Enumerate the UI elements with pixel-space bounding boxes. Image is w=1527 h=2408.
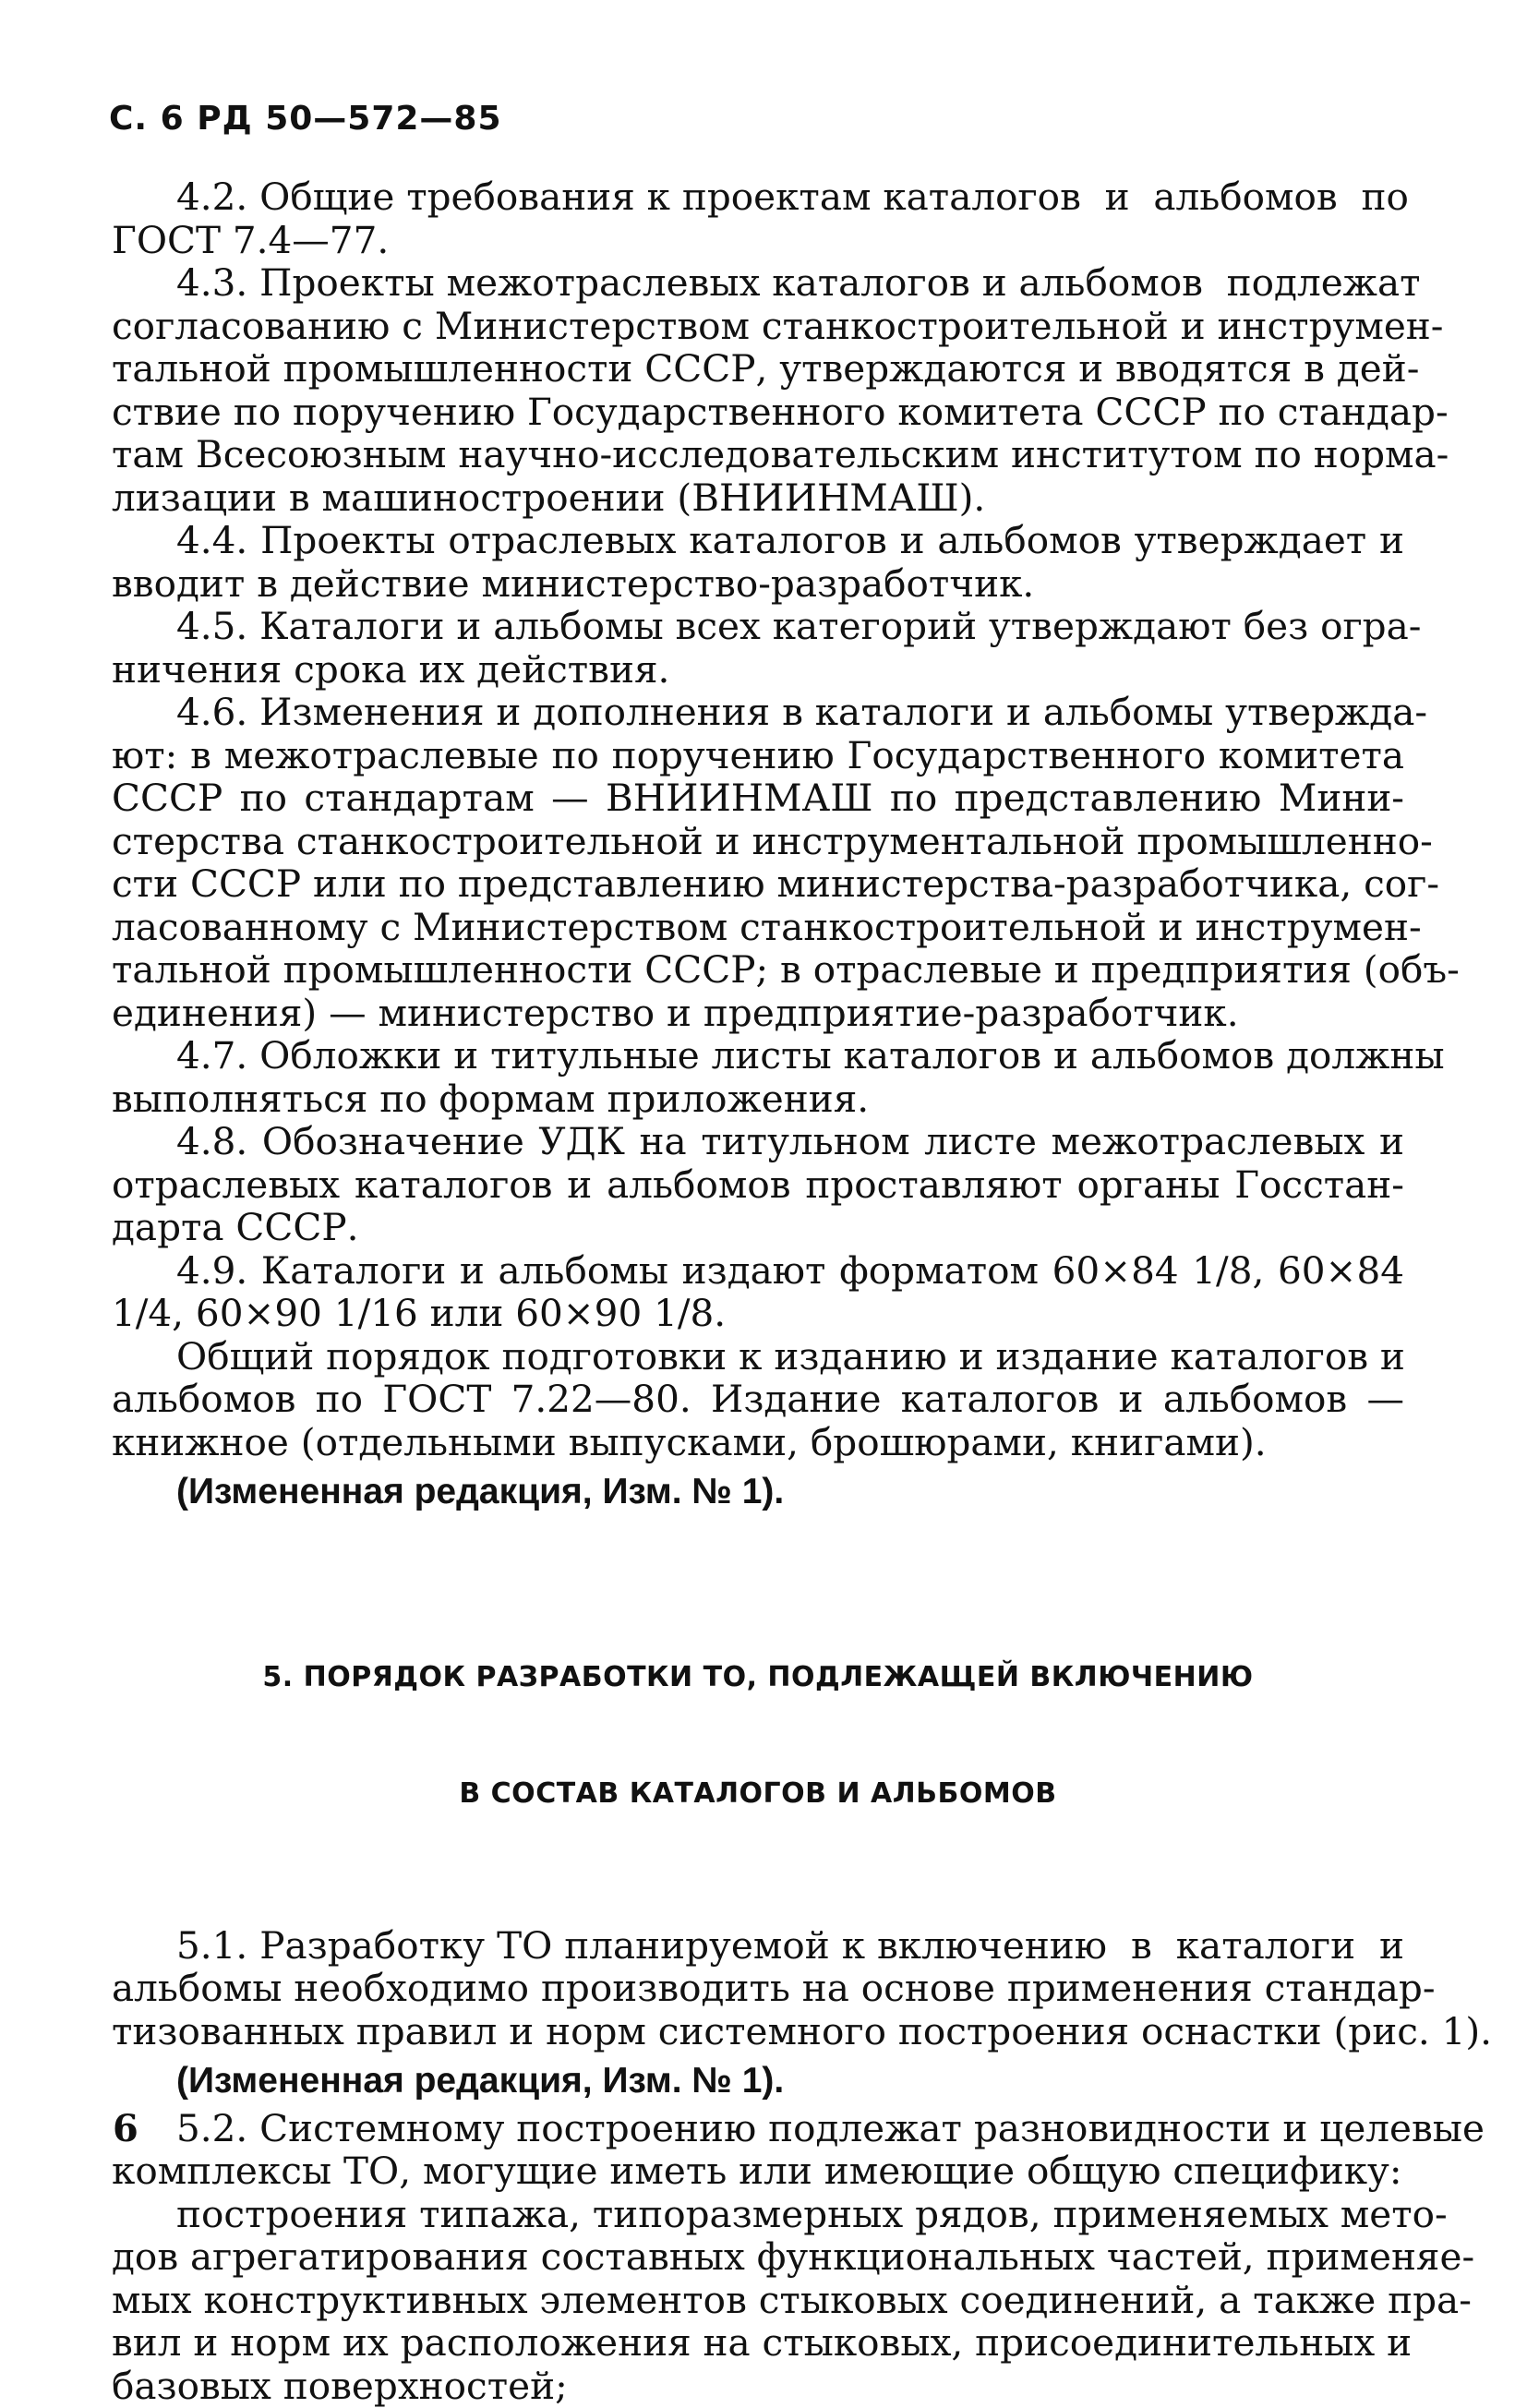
text-line: комплексы ТО, могущие иметь или имеющие общую специфику: (112, 2149, 1402, 2193)
text-line: дов агрегатирования составных функциональных частей, применяе- (112, 2234, 1475, 2279)
section-5-heading (112, 1581, 1404, 1891)
page-number: 6 (113, 2107, 138, 2150)
text-line: 4.8. Обозначение УДК на титульном листе межотраслевых и (176, 1119, 1404, 1163)
section-4-body (112, 175, 1460, 1514)
text-line: тизованных правил и норм системного построения оснастки (рис. 1). (112, 2008, 1493, 2053)
text-line: построения типажа, типоразмерных рядов, применяемых мето- (176, 2191, 1448, 2236)
text-line: дарта СССР. (112, 1205, 359, 1249)
text-line: отраслевых каталогов и альбомов проставляют органы Госстан- (112, 1162, 1404, 1207)
text-line: мых конструктивных элементов стыковых соединений, а также пра- (112, 2277, 1472, 2322)
text-line: тальной промышленности СССР; в отраслевые и предприятия (объ- (112, 947, 1460, 992)
text-line: согласованию с Министерством станкостроительной и инструмен- (112, 303, 1444, 348)
text-line: там Всесоюзным научно-исследовательским институтом по норма- (112, 432, 1449, 476)
page-header: С. 6 РД 50—572—85 (109, 100, 502, 138)
amendment-note: (Измененная редакция, Изм. № 1). (176, 2061, 785, 2101)
text-line: СССР по стандартам — ВНИИНМАШ по представлению Мини- (112, 776, 1404, 820)
text-line: 5.2. Системному построению подлежат разновидности и целевые (176, 2105, 1485, 2150)
text-line: стерства станкостроительной и инструментальной промышленно- (112, 818, 1433, 863)
text-line: 4.9. Каталоги и альбомы издают форматом 60×84 1/8, 60×84 (176, 1247, 1404, 1293)
section-heading-line: В СОСТАВ КАТАЛОГОВ И АЛЬБОМОВ (459, 1776, 1057, 1810)
text-line: ГОСТ 7.4—77. (112, 217, 390, 262)
text-line: 4.2. Общие требования к проектам каталогов и альбомов по (176, 175, 1409, 219)
text-line: альбомы необходимо производить на основе применения стандар- (112, 1966, 1436, 2010)
text-line: 4.6. Изменения и дополнения в каталоги и альбомы утвержда- (176, 690, 1428, 734)
text-line: ствие по поручению Государственного комитета СССР по стандар- (112, 389, 1449, 434)
text-line: 4.4. Проекты отраслевых каталогов и альбомов утверждает и (176, 518, 1404, 562)
text-line: вил и норм их расположения на стыковых, присоединительных и (112, 2320, 1413, 2365)
text-line: лизации в машиностроении (ВНИИНМАШ). (112, 475, 986, 520)
text-line: 5.1. Разработку ТО планируемой к включению в каталоги и (176, 1922, 1404, 1968)
page-body (112, 175, 1493, 2408)
text-line: ласованному с Министерством станкостроительной и инструмен- (112, 904, 1422, 949)
section-heading-line: 5. ПОРЯДОК РАЗРАБОТКИ ТО, ПОДЛЕЖАЩЕЙ ВКЛЮЧЕНИЮ (262, 1660, 1254, 1693)
text-line: 4.3. Проекты межотраслевых каталогов и альбомов подлежат (176, 260, 1421, 305)
text-line: 1/4, 60×90 1/16 или 60×90 1/8. (112, 1291, 727, 1335)
text-line: сти СССР или по представлению министерства-разработчика, сог- (112, 861, 1440, 906)
text-line: единения) — министерство и предприятие-разработчик. (112, 990, 1239, 1035)
text-line: базовых поверхностей; (112, 2363, 568, 2408)
text-line: выполняться по формам приложения. (112, 1076, 870, 1121)
text-line: вводит в действие министерство-разработчик. (112, 560, 1035, 606)
text-line: альбомов по ГОСТ 7.22—80. Издание каталогов и альбомов — (112, 1377, 1404, 1421)
amendment-note: (Измененная редакция, Изм. № 1). (176, 1472, 785, 1511)
section-5-body (112, 1922, 1493, 2408)
text-line: 4.5. Каталоги и альбомы всех категорий утверждают без огра- (176, 604, 1422, 648)
text-line: тальной промышленности СССР, утверждаются и вводятся в дей- (112, 346, 1420, 391)
text-line: ют: в межотраслевые по поручению Государственного комитета (112, 732, 1404, 777)
text-line: Общий порядок подготовки к изданию и издание каталогов и (176, 1333, 1405, 1379)
text-line: 4.7. Обложки и титульные листы каталогов и альбомов должны (176, 1033, 1445, 1078)
text-line: книжное (отдельными выпусками, брошюрами, книгами). (112, 1419, 1267, 1464)
text-line: ничения срока их действия. (112, 646, 670, 692)
